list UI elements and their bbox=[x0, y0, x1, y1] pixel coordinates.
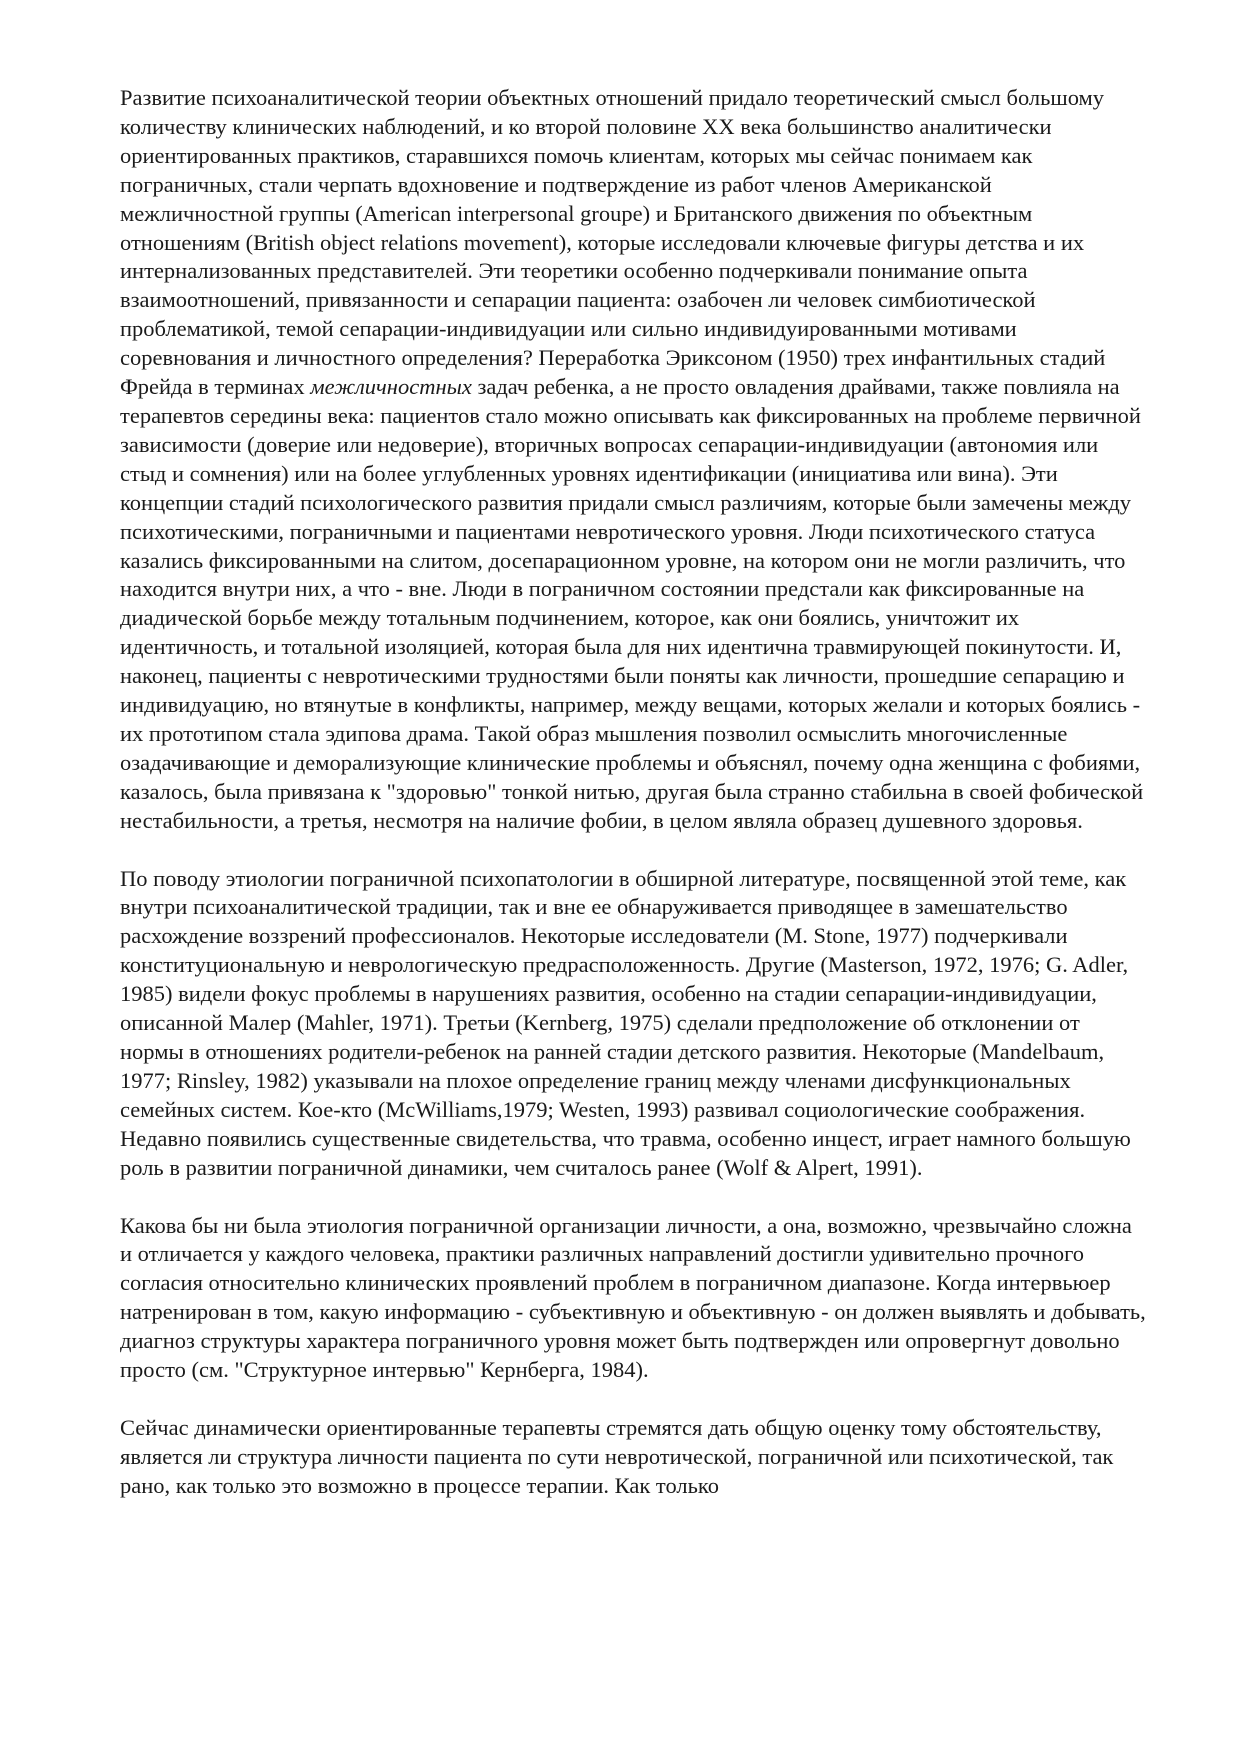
paragraph-object-relations bbox=[120, 84, 1148, 836]
paragraph-assessment: Сейчас динамически ориентированные терапевты стремятся дать общую оценку тому обстоятельству, является ли структура личности пациента по сути невротической, пограничной или психотической, так рано, как только это возможно в процессе терапии. Как только bbox=[120, 1414, 1114, 1498]
emphasized-term: межличностных bbox=[310, 374, 472, 400]
document-page bbox=[120, 84, 1148, 1530]
paragraph-text-part-1: Развитие психоаналитической теории объектных отношений придало теоретический смысл большому количеству клинических наблюдений, и ко второй половине XX века большинство аналитически ориентированных практиков, старавшихся помочь клиентам, которых мы сейчас понимаем как пограничных, стали черпать вдохновение и подтверждение из работ членов Американской межличностной группы (American interpersonal groupe) и Британского движения по объектным отношениям (British object relations movement), которые исследовали ключевые фигуры детства и их интернализованных представителей. Эти теоретики особенно подчеркивали понимание опыта взаимоотношений, привязанности и сепарации пациента: озабочен ли человек симбиотической проблематикой, темой сепарации-индивидуации или сильно индивидуированными мотивами соревнования и личностного определения? Переработка Эриксоном (1950) трех инфантильных стадий Фрейда в терминах bbox=[120, 85, 1106, 400]
paragraph-text-part-2: задач ребенка, а не просто овладения драйвами, также повлияла на терапевтов середины века: пациентов стало можно описывать как фиксированных на проблеме первичной зависимости (доверие или недоверие), вторичных вопросах сепарации-индивидуации (автономия или стыд и сомнения) или на более углубленных уровнях идентификации (инициатива или вина). Эти концепции стадий психологического развития придали смысл различиям, которые были замечены между психотическими, пограничными и пациентами невротического уровня. Люди психотического статуса казались фиксированными на слитом, досепарационном уровне, на котором они не могли различить, что находится внутри них, а что - вне. Люди в пограничном состоянии предстали как фиксированные на диадической борьбе между тотальным подчинением, которое, как они боялись, уничтожит их идентичность, и тотальной изоляцией, которая была для них идентична травмирующей покинутости. И, наконец, пациенты с невротическими трудностями были поняты как личности, прошедшие сепарацию и индивидуацию, но втянутые в конфликты, например, между вещами, которых желали и которых боялись - их прототипом стала эдипова драма. Такой образ мышления позволил осмыслить многочисленные озадачивающие и деморализующие клинические проблемы и объяснял, почему одна женщина с фобиями, казалось, была привязана к "здоровью" тонкой нитью, другая была странно стабильна в своей фобической нестабильности, а третья, несмотря на наличие фобии, в целом являла образец душевного здоровья. bbox=[120, 374, 1144, 833]
paragraph-etiology: По поводу этиологии пограничной психопатологии в обширной литературе, посвященной этой теме, как внутри психоаналитической традиции, так и вне ее обнаруживается приводящее в замешательство расхождение воззрений профессионалов. Некоторые исследователи (M. Stone, 1977) подчеркивали конституциональную и неврологическую предрасположенность. Другие (Masterson, 1972, 1976; G. Adler, 1985) видели фокус проблемы в нарушениях развития, особенно на стадии сепарации-индивидуации, описанной Малер (Mahler, 1971). Третьи (Kernberg, 1975) сделали предположение об отклонении от нормы в отношениях родители-ребенок на ранней стадии детского развития. Некоторые (Mandelbaum, 1977; Rinsley, 1982) указывали на плохое определение границ между членами дисфункциональных семейных систем. Кое-кто (McWilliams,1979; Westen, 1993) развивал социологические соображения. Недавно появились существенные свидетельства, что травма, особенно инцест, играет намного большую роль в развитии пограничной динамики, чем считалось ранее (Wolf & Alpert, 1991). bbox=[120, 865, 1131, 1180]
paragraph-clinical-agreement: Какова бы ни была этиология пограничной организации личности, а она, возможно, чрезвычайно сложна и отличается у каждого человека, практики различных направлений достигли удивительно прочного согласия относительно клинических проявлений проблем в пограничном диапазоне. Когда интервьюер натренирован в том, какую информацию - субъективную и объективную - он должен выявлять и добывать, диагноз структуры характера пограничного уровня может быть подтвержден или опровергнут довольно просто (см. "Структурное интервью" Кернберга, 1984). bbox=[120, 1212, 1146, 1383]
